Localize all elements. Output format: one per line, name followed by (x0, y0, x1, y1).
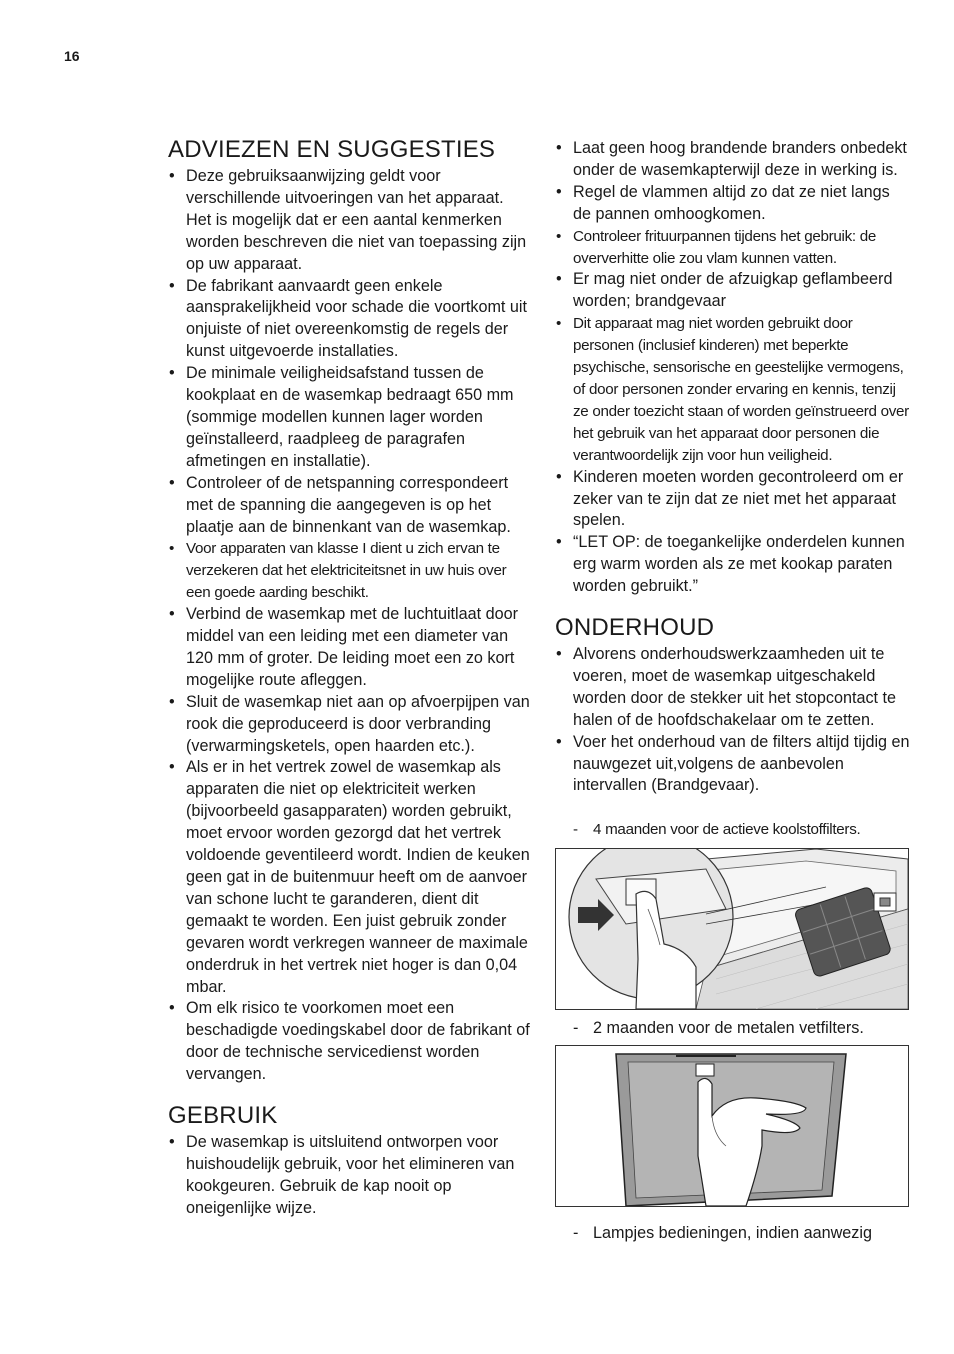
list-item: • Als er in het vertrek zowel de wasemkap als apparaten die niet op elektriciteit werken (bijvoorbeeld gasapparaten) worden gebruikt, moet ervoor worden gezorgd dat het vertrek voldoende geventileerd wordt. Indien de keuken geen gat in de buitenmuur heeft om de aanvoer van schone lucht te garanderen, dient dit gemaakt te worden. Een juist gebruik zonder gevaren wordt verkregen wanneer de maximale onderdruk in het vertrek niet hoger is dan 0,04 mbar. (168, 757, 530, 998)
list-item: • Kinderen moeten worden gecontroleerd om er zeker van te zijn dat ze niet met het apparaat spelen. (555, 467, 911, 533)
page-number: 16 (64, 48, 80, 64)
list-item: • De fabrikant aanvaardt geen enkele aansprakelijkheid voor schade die voortkomt uit onjuiste of niet overeenkomstig de regels der kunst uitgevoerde installaties. (168, 276, 530, 364)
lamps-controls-item (555, 1223, 911, 1244)
grease-filter-text: 2 maanden voor de metalen vetfilters. (593, 1019, 864, 1038)
list-item: • “LET OP: de toegankelijke onderdelen kunnen erg warm worden als ze met kookap paraten worden gebruikt.” (555, 532, 911, 598)
list-item: • Om elk risico te voorkomen moet een beschadigde voedingskabel door de fabrikant of door de technische servicedienst worden vervangen. (168, 998, 530, 1086)
use-list-left (168, 1132, 530, 1220)
list-item: • Laat geen hoog brandende branders onbedekt onder de wasemkapterwijl deze in werking is. (555, 138, 911, 182)
list-item: • Er mag niet onder de afzuigkap geflambeerd worden; brandgevaar (555, 269, 911, 313)
list-item: • Verbind de wasemkap met de luchtuitlaat door middel van een leiding met een diameter van 120 mm of groter. De leiding moet een zo kort mogelijke route afleggen. (168, 604, 530, 692)
list-item: • De minimale veiligheidsafstand tussen de kookplaat en de wasemkap bedraagt 650 mm (sommige modellen kunnen lager worden geïnstalleerd, raadpleeg de paragrafen afmetingen en installatie). (168, 363, 530, 473)
use-heading: GEBRUIK (168, 1102, 278, 1130)
list-item: • Regel de vlammen altijd zo dat ze niet langs de pannen omhoogkomen. (555, 182, 911, 226)
charcoal-filter-text: 4 maanden voor de actieve koolstoffilters. (593, 821, 861, 839)
list-item: • Sluit de wasemkap niet aan op afvoerpijpen van rook die geproduceerd is door verbranding (verwarmingsketels, open haarden etc.). (168, 692, 530, 758)
maintenance-heading: ONDERHOUD (555, 614, 715, 642)
list-item: • Alvorens onderhoudswerkzaamheden uit te voeren, moet de wasemkap uitgeschakeld worden door de stekker uit het stopcontact te halen of de hoofdschakelaar om te zetten. (555, 644, 911, 732)
dash-marker: - (573, 1019, 579, 1038)
use-list-right (555, 138, 911, 598)
charcoal-filter-illustration (555, 848, 909, 1010)
list-item: • Voer het onderhoud van de filters altijd tijdig en nauwgezet uit,volgens de aanbevolen intervallen (Brandgevaar). (555, 732, 911, 798)
advice-heading: ADVIEZEN EN SUGGESTIES (168, 136, 496, 163)
list-item: • Deze gebruiksaanwijzing geldt voor verschillende uitvoeringen van het apparaat. Het is mogelijk dat er een aantal kenmerken worden beschreven die niet van toepassing zijn op uw apparaat. (168, 166, 530, 276)
advice-list (168, 166, 530, 1086)
list-item: • De wasemkap is uitsluitend ontworpen voor huishoudelijk gebruik, voor het elimineren van kookgeuren. Gebruik de kap nooit op oneigenlijke wijze. (168, 1132, 530, 1220)
list-item: • Controleer frituurpannen tijdens het gebruik: de oververhitte olie zou vlam kunnen vatten. (555, 226, 911, 270)
grease-filter-drawing (556, 1046, 908, 1206)
grease-filter-illustration (555, 1045, 909, 1207)
dash-marker: - (573, 1224, 579, 1243)
dash-marker: - (573, 821, 578, 839)
lamps-controls-text: Lampjes bedieningen, indien aanwezig (593, 1224, 872, 1243)
list-item: • Voor apparaten van klasse I dient u zich ervan te verzekeren dat het elektriciteitsnet in uw huis over een goede aarding beschikt. (168, 538, 530, 604)
grease-filter-interval (555, 1018, 911, 1039)
charcoal-filter-interval (555, 819, 911, 840)
maintenance-list (555, 644, 911, 797)
right-column (555, 138, 911, 1244)
left-column (168, 136, 530, 1220)
list-item: • Dit apparaat mag niet worden gebruikt door personen (inclusief kinderen) met beperkte psychische, sensorische en geestelijke vermogens, of door personen zonder ervaring en kennis, tenzij ze onder toezicht staan of worden geïnstrueerd over het gebruik van het apparaat door personen die verantwoordelijk zijn voor hun veiligheid. (555, 313, 911, 466)
charcoal-filter-drawing (556, 849, 908, 1009)
list-item: • Controleer of de netspanning correspondeert met de spanning die aangegeven is op het plaatje aan de binnenkant van de wasemkap. (168, 473, 530, 539)
